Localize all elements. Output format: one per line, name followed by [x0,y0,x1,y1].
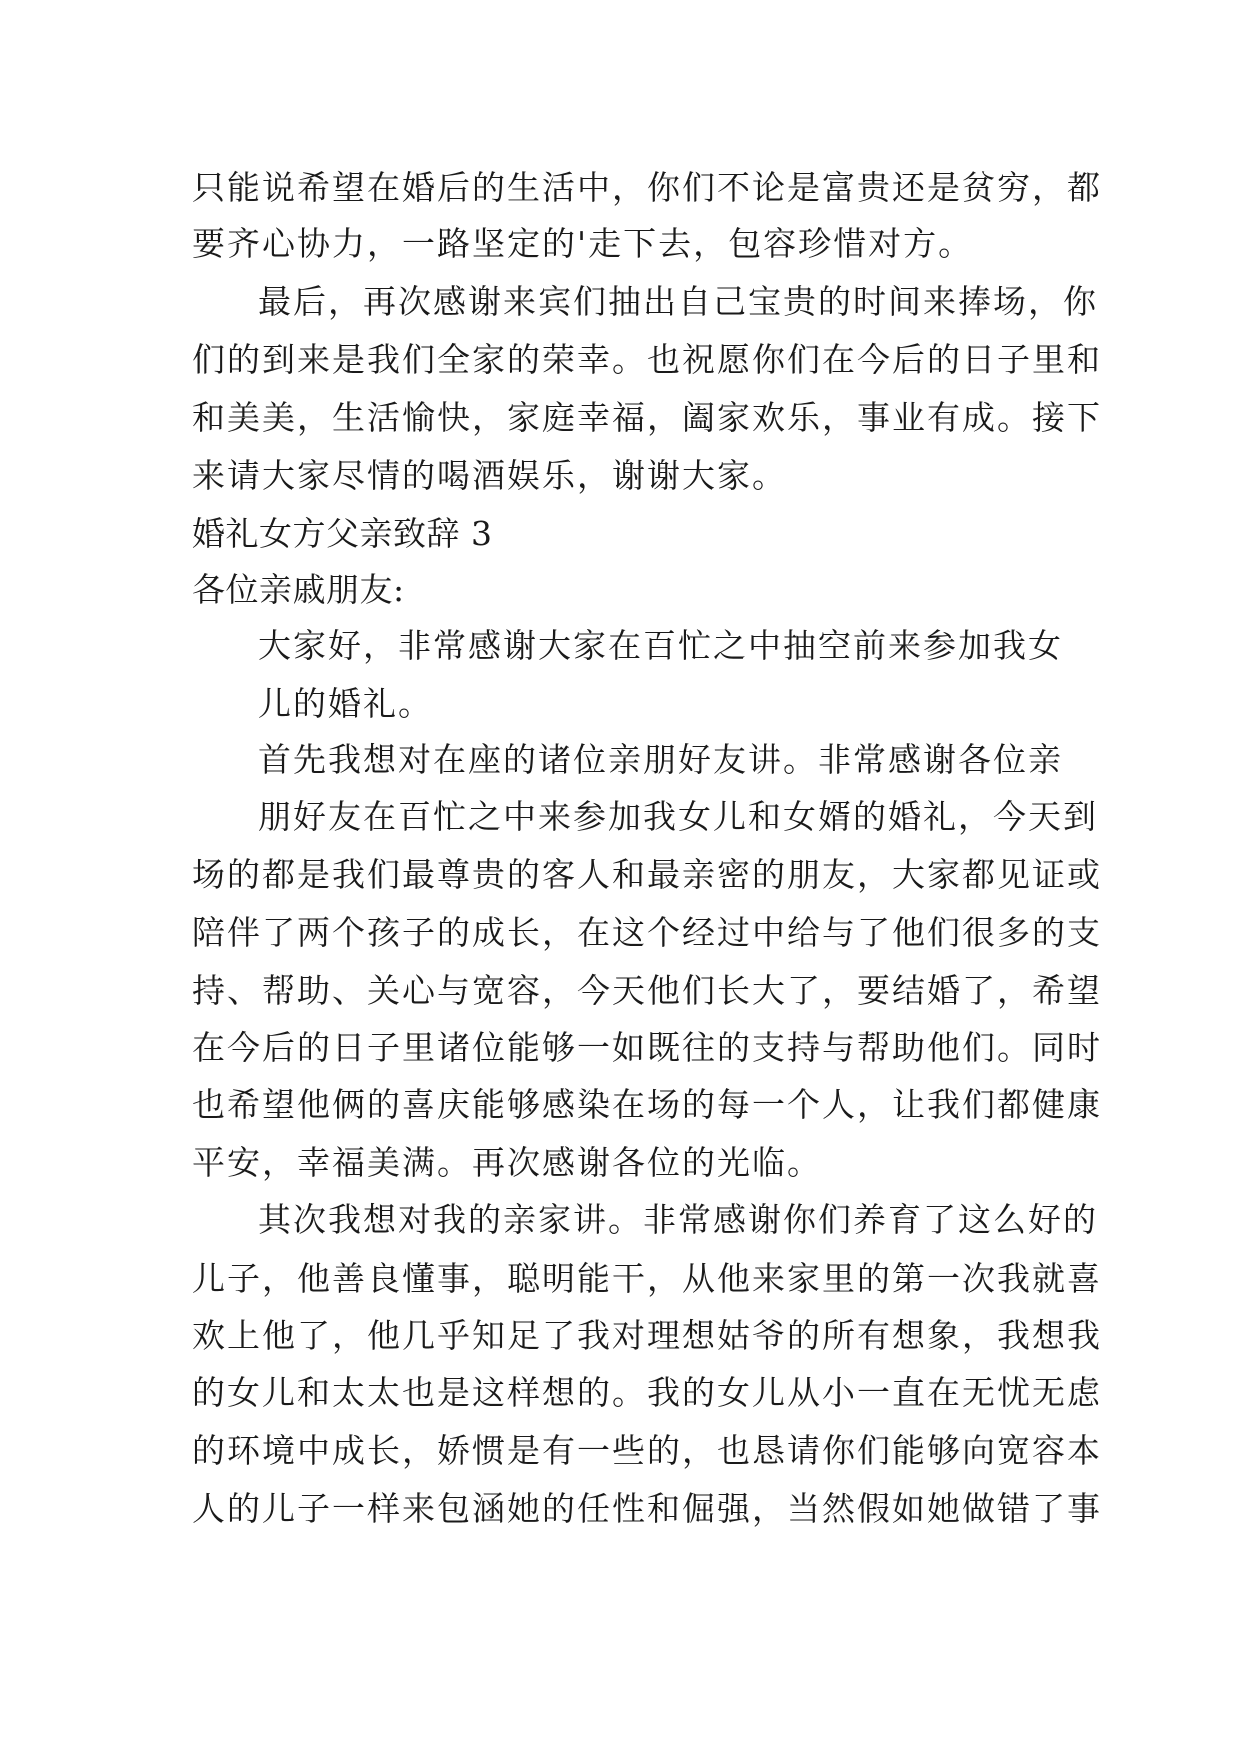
paragraph-line: 人的儿子一样来包涵她的任性和倔强，当然假如她做错了事 [192,1489,1102,1528]
paragraph-line: 其次我想对我的亲家讲。非常感谢你们养育了这么好的 [258,1200,1098,1239]
paragraph-line: 大家好，非常感谢大家在百忙之中抽空前来参加我女 [258,626,1063,665]
paragraph-line: 要齐心协力，一路坚定的'走下去，包容珍惜对方。 [192,224,974,263]
paragraph-line: 场的都是我们最尊贵的客人和最亲密的朋友，大家都见证或 [192,855,1102,894]
paragraph-line: 和美美，生活愉快，家庭幸福，阖家欢乐，事业有成。接下 [192,398,1102,437]
paragraph-line: 陪伴了两个孩子的成长，在这个经过中给与了他们很多的支 [192,913,1102,952]
paragraph-line: 首先我想对在座的诸位亲朋好友讲。非常感谢各位亲 [258,740,1063,779]
paragraph-line: 平安，幸福美满。再次感谢各位的光临。 [192,1143,822,1182]
paragraph-line: 儿子，他善良懂事，聪明能干，从他来家里的第一次我就喜 [192,1259,1102,1298]
paragraph-line: 只能说希望在婚后的生活中，你们不论是富贵还是贫穷，都 [192,168,1102,207]
paragraph-line: 在今后的日子里诸位能够一如既往的支持与帮助他们。同时 [192,1028,1102,1067]
paragraph-line: 来请大家尽情的喝酒娱乐，谢谢大家。 [192,456,787,495]
paragraph-line: 欢上他了，他几乎知足了我对理想姑爷的所有想象，我想我 [192,1316,1102,1355]
paragraph-line: 最后，再次感谢来宾们抽出自己宝贵的时间来捧场，你 [258,282,1098,321]
paragraph-line: 朋好友在百忙之中来参加我女儿和女婿的婚礼，今天到 [258,797,1098,836]
paragraph-line: 们的到来是我们全家的荣幸。也祝愿你们在今后的日子里和 [192,340,1102,379]
paragraph-line: 的环境中成长，娇惯是有一些的，也恳请你们能够向宽容本 [192,1431,1102,1470]
paragraph-line: 儿的婚礼。 [258,684,433,723]
section-heading: 婚礼女方父亲致辞 3 [192,514,493,553]
paragraph-line: 持、帮助、关心与宽容，今天他们长大了，要结婚了，希望 [192,971,1102,1010]
paragraph-line: 的女儿和太太也是这样想的。我的女儿从小一直在无忧无虑 [192,1373,1102,1412]
salutation: 各位亲戚朋友: [192,570,405,609]
paragraph-line: 也希望他俩的喜庆能够感染在场的每一个人，让我们都健康 [192,1085,1102,1124]
